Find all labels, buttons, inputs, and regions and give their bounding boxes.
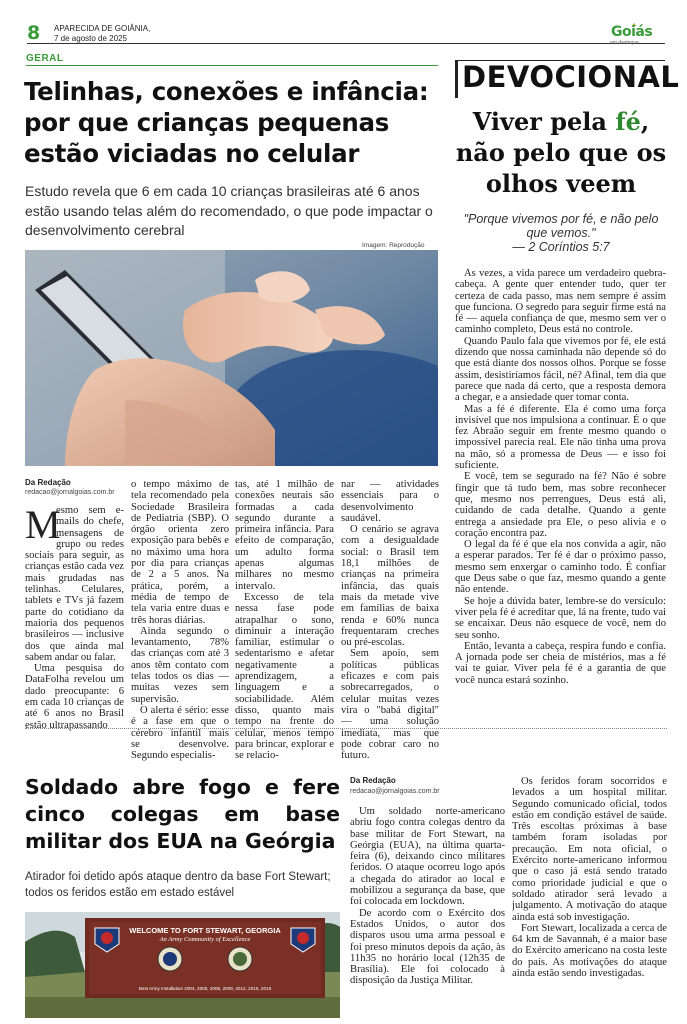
- unit-insignia-icon: [289, 926, 317, 954]
- logo-text: Goiás: [611, 24, 653, 40]
- child-phone-illustration: [25, 250, 438, 466]
- paragraph: O legal da fé é que ela nos convida a agir, não a esperar parados. Ter fé é dar o próximo passo, mesmo sem enxergar o caminho todo. É confiar que Deus sabe o que faz, mesmo quando a gente não entende.: [455, 539, 666, 596]
- article-headline: Telinhas, conexões e infância: por que crianças pequenas estão viciadas no celular: [24, 77, 429, 168]
- headline-part: Viver pela: [472, 107, 616, 136]
- sign-title: WELCOME TO FORT STEWART, GEORGIA: [129, 926, 281, 935]
- devotional-headline: [455, 106, 667, 199]
- article-subtitle: Atirador foi detido após ataque dentro da base Fort Stewart; todos os feridos estão em estado estável: [25, 871, 331, 899]
- scripture-quote: [455, 212, 667, 254]
- paragraph: nar — atividades essenciais para o desenvolvimento saudável.: [341, 479, 439, 524]
- paragraph: o tempo máximo de tela recomendado pela Sociedade Brasileira de Pediatria (SBP). O órgão orienta zero exposição para bebês e no máximo uma hora por dia para crianças de 2 a 5 anos. Na prática, porém, a média de tempo de tela varia entre duas e três horas diárias.: [131, 479, 229, 626]
- article-column-1: [25, 502, 124, 780]
- paragraph: tas, até 1 milhão de conexões neurais são formadas a cada segundo durante a primeira infância. Para efeito de comparação, um adulto forma apenas algumas milhares no mesmo intervalo.: [235, 479, 334, 592]
- article-byline: Da Redação: [25, 478, 71, 487]
- unit-insignia-icon: [93, 926, 121, 954]
- paragraph: Quando Paulo fala que vivemos por fé, ele está dizendo que nossa caminhada não depende só do que está diante dos nossos olhos. Porque se fosse assim, desistiríamos fácil, né? Afinal, tem dia que parece que nada dá certo, que a resposta demora a chegar, e a ansiedade quer tomar conta.: [455, 335, 666, 404]
- paragraph: Excesso de tela nessa fase pode atrapalhar o sono, diminuir a interação familiar, estimular o sedentarismo e afetar negativamente a aprendizagem, a linguagem e a sociabilidade. Além disso, quanto mais tempo na frente do celular, menos tempo para brincar, explorar e se relacio-: [235, 591, 334, 762]
- paragraph: esmo sem e-mails do chefe, mensagens de grupo ou redes sociais para seguir, as crianças estão cada vez mais grudadas nas telinhas. Celulares, tablets e TVs já fazem parte do cotidiano da maioria dos pequenos brasileiros — inclusive dos que ainda mal sabem andar ou falar.: [25, 505, 124, 663]
- edition-date: 7 de agosto de 2025: [54, 33, 127, 43]
- headline-highlight: fé: [615, 107, 641, 136]
- paragraph: De acordo com o Exército dos Estados Unidos, o autor dos disparos usou uma arma pessoal e foi preso minutos depois da ação, às 11h35 no horário local (12h35 de Brasília). Ele foi colocado à disposição da Justiça Militar.: [350, 907, 505, 987]
- devotional-label: DEVOCIONAL: [462, 60, 680, 94]
- quote-text: "Porque vivemos por fé, e não pelo que vemos.": [463, 212, 659, 240]
- article-photo-child-phone: [25, 250, 438, 466]
- paragraph: Às vezes, a vida parece um verdadeiro quebra-cabeça. A gente quer entender tudo, quer ter certeza de cada passo, mas nem sempre é assim que funciona. O segredo para seguir firme está na fé — aquela confiança de que, mesmo sem ver o caminho completo, Deus está no controle.: [455, 268, 666, 336]
- section-label: GERAL: [26, 53, 64, 64]
- paragraph: Os feridos foram socorridos e levados a um hospital militar. Segundo comunicado oficial, todos estão em condição estável de saúde. Três escoltas próximas à base também foram isoladas por precaução. Em nota oficial, o Exército norte-americano informou que o caso já está sendo tratado como prioridade judicial e que o soldado atirador será levado a julgamento. A motivação do ataque ainda está sob investigação.: [512, 776, 667, 923]
- publication-info: [54, 24, 150, 43]
- article-byline: Da Redação: [350, 776, 396, 785]
- paragraph: Sem apoio, sem políticas públicas eficazes e com pais sobrecarregados, o celular muitas vezes vira o "babá digital" — uma solução imediata, mas que pode cobrar caro no futuro.: [341, 648, 439, 762]
- article-subtitle: Estudo revela que 6 em cada 10 crianças brasileiras até 6 anos estão usando telas além do recomendado, o que pode impactar o desenvolvimento cerebral: [25, 183, 433, 238]
- headline-part: , não pelo que os olhos veem: [455, 107, 667, 198]
- article-column-3: [235, 479, 334, 774]
- paragraph: O alerta é sério: esse é a fase em que o cérebro infantil mais se desenvolve. Segundo especialis-: [131, 704, 229, 762]
- base-seal-icon: [227, 946, 253, 972]
- newspaper-logo: [608, 22, 668, 44]
- logo-tagline: em destaque: [610, 40, 639, 46]
- article2-column-2: [512, 776, 667, 1006]
- article-column-2: [131, 479, 229, 774]
- devotional-body: [455, 268, 666, 723]
- paragraph: Mas a fé é diferente. Ela é como uma força invisível que nos impulsiona a continuar. É o que fez Abraão seguir em frente mesmo quando o impossível parecia real. Ele não tinha uma prova na mão, só a promessa de Deus — e isso foi suficiente.: [455, 403, 666, 472]
- page-number: 8: [27, 22, 41, 44]
- image-credit: Imagem: Reprodução: [362, 242, 425, 249]
- drop-cap: M: [25, 502, 61, 547]
- article-column-4: [341, 479, 439, 774]
- paragraph: Um soldado norte-americano abriu fogo contra colegas dentro da base militar de Fort Stewart, na Geórgia (EUA), na última quarta-feira (6), deixando cinco militares feridos. O ataque ocorreu logo após a chegada do atirador ao local e mobilizou a segurança da base, que foi colocada em lockdown.: [350, 806, 505, 908]
- byline-email-link[interactable]: redacao@jornalgoias.com.br: [350, 788, 440, 795]
- paragraph: Fort Stewart, localizada a cerca de 64 km de Savannah, é a maior base do Exército americano na costa leste do país. As motivações do ataque ainda estão sendo investigadas.: [512, 922, 667, 980]
- paragraph: Uma pesquisa do DataFolha revelou um dado preocupante: 6 em cada 10 crianças de até 6 anos no Brasil estão ultrapassando: [25, 663, 124, 731]
- sign-subtitle: An Army Community of Excellence: [159, 936, 251, 943]
- section-divider: [26, 65, 438, 66]
- paragraph: Se hoje a dúvida bater, lembre-se do versículo: viver pela fé é acreditar que, lá na frente, tudo vai se encaixar. Deus não esquece de você, nem do seu sonho.: [455, 595, 666, 641]
- paragraph: Ainda segundo o levantamento, 78% das crianças com até 3 anos têm contato com telas todos os dias — muitas vezes sem supervisão.: [131, 625, 229, 705]
- paragraph: E você, tem se segurado na fé? Não é sobre fingir que tá tudo bem, mas sobre reconhecer que, mesmo nos perrengues, Deus está ali, cuidando de cada detalhe. Quando a gente entrega a ansiedade pra Ele, o peso alivia e o coração encontra paz.: [455, 471, 666, 539]
- byline-email-link[interactable]: redacao@jornalgoias.com.br: [25, 489, 115, 496]
- paragraph: O cenário se agrava com a desigualdade social: o Brasil tem 18,1 milhões de crianças na primeira infância, das quais mais da metade vive em famílias de baixa renda e 60% nunca frequentaram creches ou pré-escolas.: [341, 524, 439, 649]
- article2-column-1: [350, 806, 505, 1006]
- edition-city: APARECIDA DE GOIÂNIA,: [54, 24, 151, 33]
- army-seal-icon: [157, 946, 183, 972]
- paragraph: Então, levanta a cabeça, respira fundo e confia. A jornada pode ser cheia de mistérios, mas a fé vai te guiar. Viver pela fé é a garantia de que você nunca estará sozinho.: [455, 640, 666, 686]
- quote-reference: — 2 Coríntios 5:7: [512, 240, 610, 254]
- article-headline: Soldado abre fogo e fere cinco colegas em base militar dos EUA na Geórgia: [25, 775, 340, 853]
- section-divider: [25, 728, 667, 729]
- sign-footer: Best Army Installation 2004, 2005, 2006, 2009, 2012, 2015, 2019: [138, 986, 272, 991]
- article-photo-fort-stewart-sign: [25, 912, 340, 1018]
